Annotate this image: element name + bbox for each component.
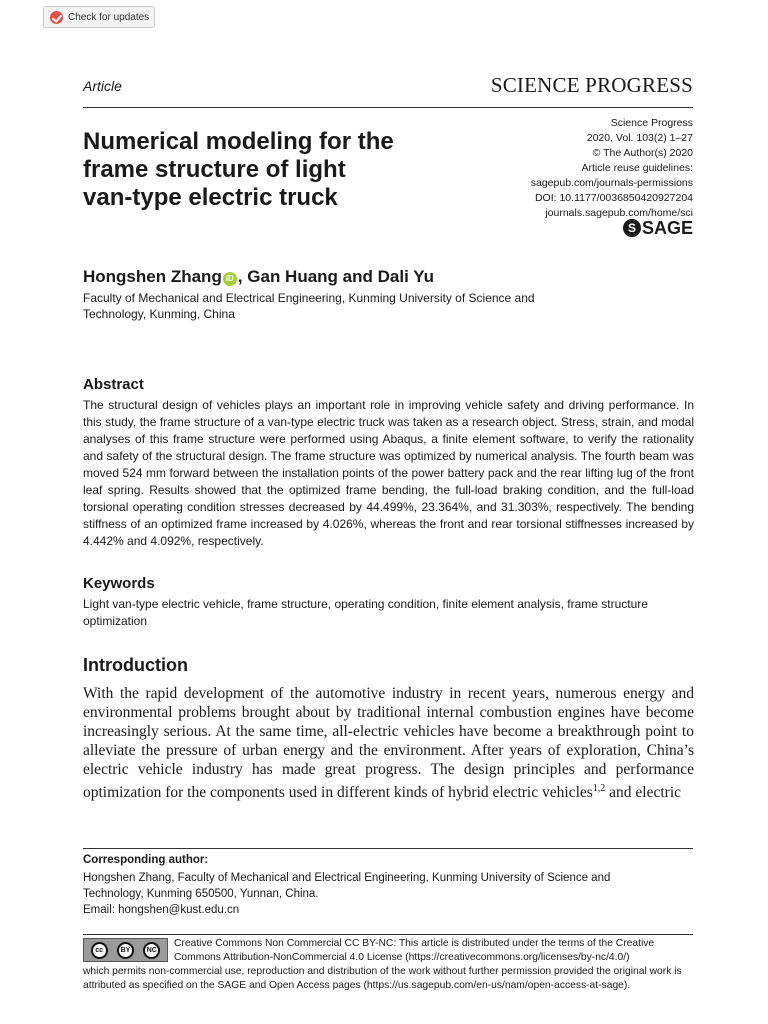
introduction-tail: and electric <box>605 784 682 801</box>
title-line: frame structure of light <box>83 156 346 183</box>
introduction-heading: Introduction <box>83 655 188 675</box>
cc-by-nc-badge[interactable] <box>83 938 168 962</box>
meta-homepage-link[interactable]: journals.sagepub.com/home/sci <box>545 207 693 219</box>
paper-title <box>83 128 483 212</box>
corresponding-email[interactable]: Email: hongshen@kust.edu.cn <box>83 904 240 916</box>
meta-copyright: © The Author(s) 2020 <box>592 147 693 159</box>
cc-icon: cc <box>91 942 108 959</box>
by-icon: BY <box>117 942 134 959</box>
sage-logo <box>623 218 693 238</box>
license-divider <box>83 934 693 935</box>
check-updates-icon <box>50 11 63 24</box>
header-divider <box>83 107 693 108</box>
affiliation: Faculty of Mechanical and Electrical Engineering, Kunming University of Science and Technology, Kunming, China <box>83 291 535 321</box>
keywords-heading: Keywords <box>83 575 155 592</box>
sage-logo-text: SAGE <box>641 217 693 238</box>
meta-reuse-label: Article reuse guidelines: <box>581 162 693 174</box>
keywords-text: Light van-type electric vehicle, frame structure, operating condition, finite element analysis, frame structure optimization <box>83 597 648 628</box>
check-updates-label: Check for updates <box>68 11 150 23</box>
citation-superscript[interactable]: 1,2 <box>592 783 606 794</box>
license-text-continued: which permits non-commercial use, reproduction and distribution of the work without further permission provided the original work is attributed as specified on the SAGE and Open Access pages (https://us.sagepub.com/en-us/nam/open-access-at-sage). <box>83 966 682 991</box>
sage-logo-icon: S <box>623 219 641 237</box>
meta-permissions-link[interactable]: sagepub.com/journals-permissions <box>530 177 693 189</box>
abstract-heading: Abstract <box>83 376 144 393</box>
footnote-divider <box>83 848 693 849</box>
title-line: Numerical modeling for the <box>83 128 394 155</box>
publication-meta <box>531 116 693 221</box>
corresponding-affiliation: Hongshen Zhang, Faculty of Mechanical and Electrical Engineering, Kunming University of Science and <box>83 872 611 884</box>
license-text: Creative Commons Non Commercial CC BY-NC: This article is distributed under the terms of the Creative Commons Attribution-NonCommercial 4.0 License (https://creativecommons.org/licenses/by-nc/4.0/) <box>174 938 655 963</box>
meta-doi[interactable]: DOI: 10.1177/0036850420927204 <box>534 192 693 204</box>
meta-volume: 2020, Vol. 103(2) 1–27 <box>586 132 693 144</box>
nc-icon: NC <box>143 942 160 959</box>
article-type-label: Article <box>83 78 122 94</box>
title-line: van-type electric truck <box>83 184 338 211</box>
corresponding-author-heading: Corresponding author: <box>83 854 209 866</box>
abstract-text: The structural design of vehicles plays an important role in improving vehicle safety and driving performance. In this study, the frame structure of a van-type electric truck was taken as a research object. Stress, strain, and modal analyses of this frame structure were performed using Abaqus, a finite element software, to verify the rationality and safety of the structural design. The frame structure was optimized by numerical analysis. The fourth beam was moved 524 mm forward between the installation points of the power battery pack and the rear lifting lug of the front leaf spring. Results showed that the optimized frame bending, the full-load braking condition, and the full-load torsional operating condition stresses decreased by 44.499%, 23.364%, and 31.303%, respectively. The bending stiffness of an optimized frame increased by 4.026%, whereas the front and rear torsional stiffnesses increased by 4.442% and 4.092%, respectively. <box>83 398 694 548</box>
corresponding-author-details <box>83 870 683 918</box>
author-name: Hongshen Zhang <box>83 267 222 286</box>
corresponding-address: Technology, Kunming 650500, Yunnan, China. <box>83 888 319 900</box>
orcid-icon[interactable]: iD <box>223 272 237 286</box>
check-for-updates-badge[interactable] <box>43 6 155 28</box>
introduction-text <box>83 684 694 802</box>
introduction-body: With the rapid development of the automotive industry in recent years, numerous energy and environmental problems brought about by traditional internal combustion engines have become increasingly serious. At the same time, all-electric vehicles have become a breakthrough point to alleviate the pressure of urban energy and the environment. After years of exploration, China’s electric vehicle industry has made great progress. The design principles and performance optimization for the components used in different kinds of hybrid electric vehicles <box>83 685 694 801</box>
meta-journal: Science Progress <box>610 117 693 129</box>
co-authors: , Gan Huang and Dali Yu <box>237 267 434 286</box>
journal-name: SCIENCE PROGRESS <box>490 73 693 97</box>
author-list <box>83 267 434 287</box>
